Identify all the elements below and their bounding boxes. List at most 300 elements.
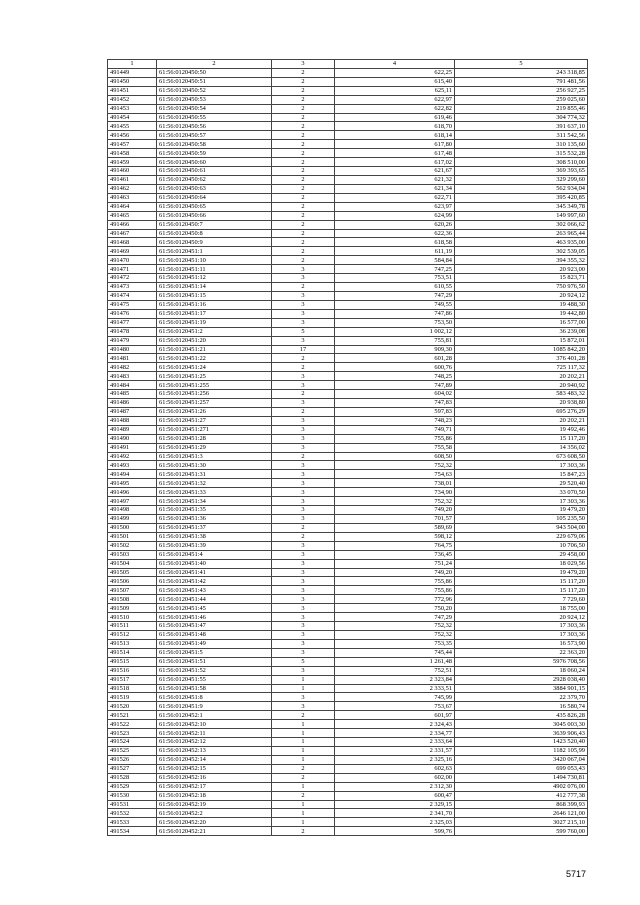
- table-row: [108, 782, 588, 791]
- row-id-cell: 491470: [108, 256, 157, 265]
- group-cell: 2: [272, 452, 335, 461]
- area-cell: 597,83: [335, 407, 455, 416]
- table-row: [108, 363, 588, 372]
- value-cell: 22 379,70: [455, 693, 588, 702]
- cadastral-number-cell: 61:56:0120451:37: [157, 523, 272, 532]
- table-row: [108, 595, 588, 604]
- table-row: [108, 104, 588, 113]
- row-id-cell: 491495: [108, 479, 157, 488]
- area-cell: 599,76: [335, 827, 455, 836]
- group-cell: 3: [272, 622, 335, 631]
- area-cell: 610,55: [335, 283, 455, 292]
- row-id-cell: 491454: [108, 113, 157, 122]
- value-cell: 599 760,00: [455, 827, 588, 836]
- cadastral-number-cell: 61:56:0120451:8: [157, 693, 272, 702]
- group-cell: 3: [272, 559, 335, 568]
- table-row: [108, 291, 588, 300]
- group-cell: 3: [272, 577, 335, 586]
- area-cell: 608,50: [335, 452, 455, 461]
- area-cell: 748,23: [335, 416, 455, 425]
- column-header-4: 4: [335, 60, 455, 69]
- row-id-cell: 491518: [108, 684, 157, 693]
- row-id-cell: 491483: [108, 372, 157, 381]
- group-cell: 2: [272, 354, 335, 363]
- area-cell: 620,26: [335, 220, 455, 229]
- value-cell: 15 117,20: [455, 586, 588, 595]
- cadastral-number-cell: 61:56:0120452:11: [157, 729, 272, 738]
- row-id-cell: 491500: [108, 523, 157, 532]
- value-cell: 311 542,56: [455, 131, 588, 140]
- table-row: [108, 318, 588, 327]
- table-row: [108, 256, 588, 265]
- row-id-cell: 491458: [108, 149, 157, 158]
- table-row: [108, 488, 588, 497]
- row-id-cell: 491482: [108, 363, 157, 372]
- area-cell: 750,20: [335, 604, 455, 613]
- value-cell: 219 855,46: [455, 104, 588, 113]
- group-cell: 1: [272, 818, 335, 827]
- row-id-cell: 491450: [108, 77, 157, 86]
- row-id-cell: 491479: [108, 336, 157, 345]
- table-row: [108, 479, 588, 488]
- table-row: [108, 809, 588, 818]
- table-row: [108, 381, 588, 390]
- value-cell: 259 025,60: [455, 95, 588, 104]
- row-id-cell: 491465: [108, 211, 157, 220]
- value-cell: 943 504,00: [455, 523, 588, 532]
- area-cell: 755,86: [335, 586, 455, 595]
- row-id-cell: 491468: [108, 238, 157, 247]
- row-id-cell: 491506: [108, 577, 157, 586]
- cadastral-number-cell: 61:56:0120451:29: [157, 443, 272, 452]
- table-row: [108, 354, 588, 363]
- table-row: [108, 791, 588, 800]
- value-cell: 20 938,80: [455, 399, 588, 408]
- area-cell: 752,32: [335, 622, 455, 631]
- value-cell: 1494 730,81: [455, 773, 588, 782]
- row-id-cell: 491520: [108, 702, 157, 711]
- area-cell: 621,67: [335, 167, 455, 176]
- area-cell: 600,76: [335, 363, 455, 372]
- table-row: [108, 131, 588, 140]
- value-cell: 18 060,24: [455, 666, 588, 675]
- table-row: [108, 300, 588, 309]
- area-cell: 745,44: [335, 648, 455, 657]
- value-cell: 4902 076,00: [455, 782, 588, 791]
- area-cell: 598,12: [335, 532, 455, 541]
- cadastral-number-cell: 61:56:0120451:9: [157, 702, 272, 711]
- cadastral-number-cell: 61:56:0120451:51: [157, 657, 272, 666]
- area-cell: 752,51: [335, 666, 455, 675]
- area-cell: 619,46: [335, 113, 455, 122]
- cadastral-number-cell: 61:56:0120451:31: [157, 470, 272, 479]
- cadastral-number-cell: 61:56:0120451:16: [157, 300, 272, 309]
- row-id-cell: 491507: [108, 586, 157, 595]
- row-id-cell: 491473: [108, 283, 157, 292]
- cadastral-number-cell: 61:56:0120451:48: [157, 631, 272, 640]
- area-cell: 2 334,77: [335, 729, 455, 738]
- value-cell: 15 117,20: [455, 577, 588, 586]
- value-cell: 33 070,50: [455, 488, 588, 497]
- value-cell: 7 729,60: [455, 595, 588, 604]
- row-id-cell: 491512: [108, 631, 157, 640]
- row-id-cell: 491469: [108, 247, 157, 256]
- area-cell: 752,32: [335, 631, 455, 640]
- row-id-cell: 491497: [108, 497, 157, 506]
- row-id-cell: 491487: [108, 407, 157, 416]
- table-row: [108, 416, 588, 425]
- table-row: [108, 372, 588, 381]
- group-cell: 3: [272, 586, 335, 595]
- cadastral-number-cell: 61:56:0120450:64: [157, 193, 272, 202]
- group-cell: 2: [272, 256, 335, 265]
- value-cell: 36 239,08: [455, 327, 588, 336]
- row-id-cell: 491485: [108, 390, 157, 399]
- area-cell: 2 323,84: [335, 675, 455, 684]
- group-cell: 3: [272, 309, 335, 318]
- area-cell: 618,14: [335, 131, 455, 140]
- table-row: [108, 773, 588, 782]
- value-cell: 17 303,36: [455, 622, 588, 631]
- value-cell: 583 483,32: [455, 390, 588, 399]
- row-id-cell: 491478: [108, 327, 157, 336]
- table-row: [108, 693, 588, 702]
- area-cell: 747,25: [335, 265, 455, 274]
- value-cell: 868 399,93: [455, 800, 588, 809]
- value-cell: 229 679,06: [455, 532, 588, 541]
- table-row: [108, 729, 588, 738]
- cadastral-number-cell: 61:56:0120452:1: [157, 711, 272, 720]
- area-cell: 2 331,57: [335, 746, 455, 755]
- area-cell: 624,99: [335, 211, 455, 220]
- column-header-3: 3: [272, 60, 335, 69]
- group-cell: 3: [272, 506, 335, 515]
- cadastral-number-cell: 61:56:0120450:54: [157, 104, 272, 113]
- group-cell: 2: [272, 238, 335, 247]
- value-cell: 149 997,60: [455, 211, 588, 220]
- table-row: [108, 211, 588, 220]
- group-cell: 1: [272, 684, 335, 693]
- cadastral-number-cell: 61:56:0120452:2: [157, 809, 272, 818]
- value-cell: 315 532,28: [455, 149, 588, 158]
- value-cell: 562 934,04: [455, 184, 588, 193]
- row-id-cell: 491464: [108, 202, 157, 211]
- area-cell: 2 341,70: [335, 809, 455, 818]
- cadastral-number-cell: 61:56:0120451:45: [157, 604, 272, 613]
- table-row: [108, 247, 588, 256]
- area-cell: 749,20: [335, 506, 455, 515]
- value-cell: 29 458,00: [455, 550, 588, 559]
- cadastral-number-cell: 61:56:0120452:15: [157, 764, 272, 773]
- row-id-cell: 491484: [108, 381, 157, 390]
- table-row: [108, 309, 588, 318]
- value-cell: 20 924,12: [455, 291, 588, 300]
- group-cell: 3: [272, 470, 335, 479]
- group-cell: 1: [272, 738, 335, 747]
- row-id-cell: 491510: [108, 613, 157, 622]
- table-body: [108, 68, 588, 835]
- row-id-cell: 491496: [108, 488, 157, 497]
- group-cell: 2: [272, 523, 335, 532]
- table-row: [108, 755, 588, 764]
- row-id-cell: 491513: [108, 639, 157, 648]
- row-id-cell: 491456: [108, 131, 157, 140]
- area-cell: 622,97: [335, 95, 455, 104]
- group-cell: 2: [272, 390, 335, 399]
- cadastral-number-cell: 61:56:0120451:43: [157, 586, 272, 595]
- cadastral-number-cell: 61:56:0120452:14: [157, 755, 272, 764]
- group-cell: 3: [272, 318, 335, 327]
- area-cell: 621,34: [335, 184, 455, 193]
- group-cell: 1: [272, 720, 335, 729]
- group-cell: 3: [272, 497, 335, 506]
- row-id-cell: 491486: [108, 399, 157, 408]
- area-cell: 752,32: [335, 461, 455, 470]
- row-id-cell: 491481: [108, 354, 157, 363]
- value-cell: 16 580,74: [455, 702, 588, 711]
- cadastral-number-cell: 61:56:0120450:57: [157, 131, 272, 140]
- area-cell: 621,32: [335, 175, 455, 184]
- value-cell: 19 442,80: [455, 309, 588, 318]
- area-cell: 2 324,43: [335, 720, 455, 729]
- group-cell: 3: [272, 666, 335, 675]
- page-number: 5717: [566, 869, 587, 879]
- cadastral-number-cell: 61:56:0120450:63: [157, 184, 272, 193]
- cadastral-number-cell: 61:56:0120451:14: [157, 283, 272, 292]
- group-cell: 3: [272, 613, 335, 622]
- row-id-cell: 491525: [108, 746, 157, 755]
- cadastral-number-cell: 61:56:0120451:32: [157, 479, 272, 488]
- value-cell: 3420 067,04: [455, 755, 588, 764]
- group-cell: 3: [272, 461, 335, 470]
- group-cell: 5: [272, 327, 335, 336]
- table-row: [108, 229, 588, 238]
- cadastral-number-cell: 61:56:0120451:58: [157, 684, 272, 693]
- area-cell: 622,71: [335, 193, 455, 202]
- row-id-cell: 491502: [108, 541, 157, 550]
- row-id-cell: 491517: [108, 675, 157, 684]
- cadastral-number-cell: 61:56:0120451:40: [157, 559, 272, 568]
- table-row: [108, 550, 588, 559]
- group-cell: 2: [272, 149, 335, 158]
- table-row: [108, 577, 588, 586]
- cadastral-number-cell: 61:56:0120452:18: [157, 791, 272, 800]
- row-id-cell: 491527: [108, 764, 157, 773]
- group-cell: 2: [272, 711, 335, 720]
- group-cell: 3: [272, 550, 335, 559]
- area-cell: 2 312,30: [335, 782, 455, 791]
- area-cell: 764,75: [335, 541, 455, 550]
- value-cell: 14 356,02: [455, 443, 588, 452]
- value-cell: 412 777,38: [455, 791, 588, 800]
- cadastral-number-cell: 61:56:0120452:13: [157, 746, 272, 755]
- row-id-cell: 491523: [108, 729, 157, 738]
- group-cell: 3: [272, 568, 335, 577]
- table-row: [108, 167, 588, 176]
- value-cell: 304 774,32: [455, 113, 588, 122]
- cadastral-number-cell: 61:56:0120450:8: [157, 229, 272, 238]
- row-id-cell: 491522: [108, 720, 157, 729]
- value-cell: 3045 003,30: [455, 720, 588, 729]
- value-cell: 105 235,50: [455, 515, 588, 524]
- cadastral-number-cell: 61:56:0120451:1: [157, 247, 272, 256]
- group-cell: 1: [272, 755, 335, 764]
- group-cell: 2: [272, 407, 335, 416]
- cadastral-number-cell: 61:56:0120450:62: [157, 175, 272, 184]
- cadastral-number-cell: 61:56:0120451:49: [157, 639, 272, 648]
- group-cell: 3: [272, 381, 335, 390]
- cadastral-number-cell: 61:56:0120450:61: [157, 167, 272, 176]
- table-row: [108, 622, 588, 631]
- row-id-cell: 491533: [108, 818, 157, 827]
- group-cell: 2: [272, 764, 335, 773]
- table-row: [108, 434, 588, 443]
- row-id-cell: 491491: [108, 443, 157, 452]
- cadastral-number-cell: 61:56:0120452:12: [157, 738, 272, 747]
- area-cell: 618,70: [335, 122, 455, 131]
- group-cell: 2: [272, 229, 335, 238]
- area-cell: 622,82: [335, 104, 455, 113]
- table-row: [108, 711, 588, 720]
- area-cell: 738,01: [335, 479, 455, 488]
- row-id-cell: 491451: [108, 86, 157, 95]
- table-row: [108, 720, 588, 729]
- value-cell: 673 608,50: [455, 452, 588, 461]
- group-cell: 2: [272, 211, 335, 220]
- table-row: [108, 702, 588, 711]
- row-id-cell: 491472: [108, 274, 157, 283]
- cadastral-number-cell: 61:56:0120451:42: [157, 577, 272, 586]
- area-cell: 617,02: [335, 158, 455, 167]
- group-cell: 3: [272, 300, 335, 309]
- value-cell: 263 965,44: [455, 229, 588, 238]
- row-id-cell: 491515: [108, 657, 157, 666]
- cadastral-number-cell: 61:56:0120451:17: [157, 309, 272, 318]
- group-cell: 2: [272, 220, 335, 229]
- area-cell: 1 002,12: [335, 327, 455, 336]
- group-cell: 2: [272, 140, 335, 149]
- value-cell: 435 826,28: [455, 711, 588, 720]
- value-cell: 3027 215,10: [455, 818, 588, 827]
- area-cell: 755,86: [335, 434, 455, 443]
- table-row: [108, 657, 588, 666]
- group-cell: 2: [272, 122, 335, 131]
- table-row: [108, 95, 588, 104]
- area-cell: 2 333,51: [335, 684, 455, 693]
- value-cell: 18 029,56: [455, 559, 588, 568]
- cadastral-number-cell: 61:56:0120451:44: [157, 595, 272, 604]
- table-row: [108, 764, 588, 773]
- row-id-cell: 491494: [108, 470, 157, 479]
- cadastral-number-cell: 61:56:0120451:38: [157, 532, 272, 541]
- group-cell: 3: [272, 274, 335, 283]
- value-cell: 394 355,32: [455, 256, 588, 265]
- area-cell: 749,20: [335, 568, 455, 577]
- row-id-cell: 491498: [108, 506, 157, 515]
- group-cell: 2: [272, 247, 335, 256]
- row-id-cell: 491505: [108, 568, 157, 577]
- cadastral-number-cell: 61:56:0120451:11: [157, 265, 272, 274]
- value-cell: 256 927,25: [455, 86, 588, 95]
- table-row: [108, 238, 588, 247]
- value-cell: 243 318,85: [455, 68, 588, 77]
- cadastral-number-cell: 61:56:0120452:17: [157, 782, 272, 791]
- row-id-cell: 491516: [108, 666, 157, 675]
- table-row: [108, 684, 588, 693]
- table-row: [108, 265, 588, 274]
- area-cell: 589,69: [335, 523, 455, 532]
- row-id-cell: 491499: [108, 515, 157, 524]
- area-cell: 618,58: [335, 238, 455, 247]
- table-row: [108, 523, 588, 532]
- cadastral-number-cell: 61:56:0120451:46: [157, 613, 272, 622]
- area-cell: 617,48: [335, 149, 455, 158]
- group-cell: 17: [272, 345, 335, 354]
- table-row: [108, 68, 588, 77]
- cadastral-number-cell: 61:56:0120452:16: [157, 773, 272, 782]
- group-cell: 3: [272, 265, 335, 274]
- group-cell: 2: [272, 773, 335, 782]
- group-cell: 1: [272, 809, 335, 818]
- cadastral-number-cell: 61:56:0120451:255: [157, 381, 272, 390]
- cadastral-number-cell: 61:56:0120451:256: [157, 390, 272, 399]
- area-cell: 747,83: [335, 399, 455, 408]
- table-row: [108, 336, 588, 345]
- value-cell: 1423 520,40: [455, 738, 588, 747]
- area-cell: 749,71: [335, 425, 455, 434]
- cadastral-number-cell: 61:56:0120451:257: [157, 399, 272, 408]
- row-id-cell: 491504: [108, 559, 157, 568]
- group-cell: 2: [272, 363, 335, 372]
- area-cell: 602,00: [335, 773, 455, 782]
- group-cell: 2: [272, 193, 335, 202]
- cadastral-number-cell: 61:56:0120450:66: [157, 211, 272, 220]
- value-cell: 22 363,20: [455, 648, 588, 657]
- area-cell: 755,58: [335, 443, 455, 452]
- group-cell: 1: [272, 729, 335, 738]
- table-row: [108, 532, 588, 541]
- group-cell: 3: [272, 595, 335, 604]
- row-id-cell: 491529: [108, 782, 157, 791]
- area-cell: 747,86: [335, 309, 455, 318]
- area-cell: 745,99: [335, 693, 455, 702]
- area-cell: 625,11: [335, 86, 455, 95]
- table-row: [108, 613, 588, 622]
- row-id-cell: 491459: [108, 158, 157, 167]
- row-id-cell: 491467: [108, 229, 157, 238]
- table-row: [108, 327, 588, 336]
- row-id-cell: 491531: [108, 800, 157, 809]
- cadastral-value-table: [107, 59, 588, 836]
- table-row: [108, 158, 588, 167]
- header-row: [108, 60, 588, 69]
- value-cell: 17 303,36: [455, 631, 588, 640]
- cadastral-number-cell: 61:56:0120451:35: [157, 506, 272, 515]
- value-cell: 750 976,50: [455, 283, 588, 292]
- table-row: [108, 738, 588, 747]
- area-cell: 752,32: [335, 497, 455, 506]
- group-cell: 3: [272, 639, 335, 648]
- group-cell: 3: [272, 631, 335, 640]
- table-row: [108, 506, 588, 515]
- row-id-cell: 491493: [108, 461, 157, 470]
- group-cell: 2: [272, 113, 335, 122]
- cadastral-number-cell: 61:56:0120452:19: [157, 800, 272, 809]
- area-cell: 754,63: [335, 470, 455, 479]
- row-id-cell: 491532: [108, 809, 157, 818]
- row-id-cell: 491474: [108, 291, 157, 300]
- cadastral-number-cell: 61:56:0120452:10: [157, 720, 272, 729]
